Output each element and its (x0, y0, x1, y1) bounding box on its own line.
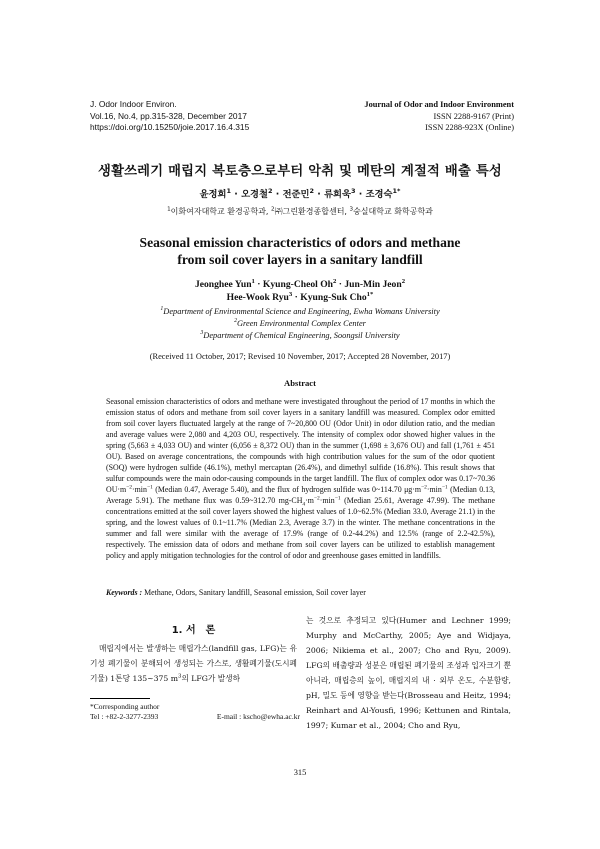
korean-title: 생활쓰레기 매립지 복토층으로부터 악취 및 메탄의 계절적 배출 특성 (98, 164, 502, 179)
header-right (364, 99, 514, 134)
english-title: Seasonal emission characteristics of odors and methane from soil cover layers in a sanitary landfill (139, 235, 461, 267)
doi-link[interactable]: https://doi.org/10.15250/joie.2017.16.4.315 (90, 122, 250, 132)
telephone: Tel : +82-2-3277-2393 (90, 712, 159, 721)
volume-info: Vol.16, No.4, pp.315-328, December 2017 (90, 110, 247, 121)
intro-left-column: 매립지에서는 발생하는 매립가스(landfill gas, LFG)는 유기성 폐기물이 분해되어 생성되는 가스로, 생활폐기물(도시폐기물) 1톤당 135~375 $m^3$의 LFG가 발생하 (90, 644, 297, 683)
journal-abbreviation: J. Odor Indoor Environ. (90, 99, 177, 109)
korean-author: 전준민$^2$ (282, 186, 315, 200)
affiliation-1: $^1$Department of Environmental Science and Engineering, Ewha Womans University (160, 306, 440, 316)
korean-author: 윤정희$^1$ (199, 186, 232, 200)
abstract-body: Seasonal emission characteristics of odors and methane were investigated throughout the period of 17 months in which the emission status of odors and methane from soil cover layers in a sanitary landfill was measured. Complex odor emitted from soil cover layers fluctuated largely at the range of 7~20,800 OU (Odor Unit) in odor dilution ratio, and the median and average values were 2,080 and 4,203 OU, respectively. The intensity of complex odor showed higher values in the spring (5,663 ± 4,033 OU) and winter (6,056 ± 8,372 OU) than in the summer (1,698 ± 3,676 OU) and fall (1,761 ± 451 OU). Based on average concentrations, the compounds with high contribution values for the sum of the odor quotient (SOQ) were hydrogen sulfide (46.1%), methyl mercaptan (26.4%), and dimethyl sulfide (16.8%). This result shows that sulfur compounds were the main odor-causing compounds in the target landfill. The flux of complex odor was 0.17~70.36 $OU\cdot m^{-2}\cdot\min^{-1}$ (Median 0.47, Average 5.40), and the flux of hydrogen sulfide was 0~114.70 $\mu g\cdot m^{-2}\cdot\min^{-1}$ (Median 0.13, Average 5.91). The methane flux was 0.59~312.70 $mg-CH_4\cdot m^{-2}\cdot\min^{-1}$ (Median 25.61, Average 47.99). The methane concentrations emitted at the soil cover layers showed the highest values of 1.0~62.5% (Median 33.0, Average 21.1) in the spring, and the lowest values of 0.1~11.7% (Median 2.3, Average 3.7) in the winter. The methane concentrations in the summer and fall were similar with the average of 17.9% (range of 0.2-44.2%) and 12.5% (range of 2.2-42.5%), respectively. The emission data of odors and methane from soil cover layers can be utilized to establish management policy and apply mitigation technologies for the control of odor and greenhouse gases emitted in landfills. (106, 397, 495, 560)
abstract-heading: Abstract (284, 378, 316, 388)
english-authors (0, 279, 600, 304)
email[interactable]: E-mail : kscho@ewha.ac.kr (216, 712, 300, 721)
received-dates: (Received 11 October, 2017; Revised 10 November, 2017; Accepted 28 November, 2017) (149, 352, 451, 361)
korean-authors: 윤정희$^1$ · 오경철$^2$ · 전준민$^2$ · 류희욱$^3$ · 조경숙$^{1*}$ (199, 186, 401, 200)
page-number: 315 (293, 768, 307, 777)
keywords (106, 588, 495, 597)
korean-author: 류희욱$^3$ (324, 186, 356, 200)
corresponding-author-label: *Corresponding author (90, 702, 160, 711)
journal-name: Journal of Odor and Indoor Environment (364, 100, 514, 109)
affiliation-2: $^2$Green Environmental Complex Center (234, 318, 366, 328)
english-authors-line1: Jeonghee Yun$^1$ · Kyung-Cheol $Oh^2 \cdot Jun-Min$ Jeon$^2$ (194, 277, 406, 290)
intro-right-column: 는 것으로 추정되고 있다(Humer and Lechner 1999; Murphy and McCarthy, 2005; Aye and Widjaya, 2006; Nikiema et al., 2007; Cho and Ryu, 2009). LFG의 배출량과 성분은 매립된 폐기물의 조성과 입자크기 뿐 아니라, 매립층의 높이, 매립지의 내 · 외부 온도, 수분함량, pH, 밀도 등에 영향을 받는다(Brosseau and Heitz, 1994; Reinhart and Al-Yousfi, 1996; Kettunen and Rintala, 1997; Kumar et al., 2004; Cho and Ryu, (306, 616, 511, 730)
korean-affiliations: $^1$이화여자대학교 환경공학과, $^2$㈜그린환경종합센터, $^3$숭실대학교 화학공학과 (167, 206, 433, 216)
header-left (90, 99, 249, 134)
korean-author: 조경숙$^{1*}$ (365, 186, 401, 200)
issn-print: ISSN 2288-9167 (Print) (433, 111, 514, 121)
section-title-introduction: 1. 서 론 (171, 625, 216, 636)
issn-online: ISSN 2288-923X (Online) (425, 123, 514, 132)
english-authors-line2: Hee-Wook Ryu$^3$ · Kyung-Suk Cho$^{1*}$ (226, 290, 374, 303)
keywords-label: Keywords : (106, 588, 143, 597)
footnote (90, 702, 300, 722)
footnote-divider (90, 698, 150, 699)
korean-author: 오경철$^2$ (241, 186, 273, 200)
keywords-list: Methane, Odors, Sanitary landfill, Seasonal emission, Soil cover layer (142, 588, 366, 597)
affiliation-3: $^3$Department of Chemical Engineering, Soongsil University (200, 330, 400, 340)
english-affiliations (0, 306, 600, 342)
